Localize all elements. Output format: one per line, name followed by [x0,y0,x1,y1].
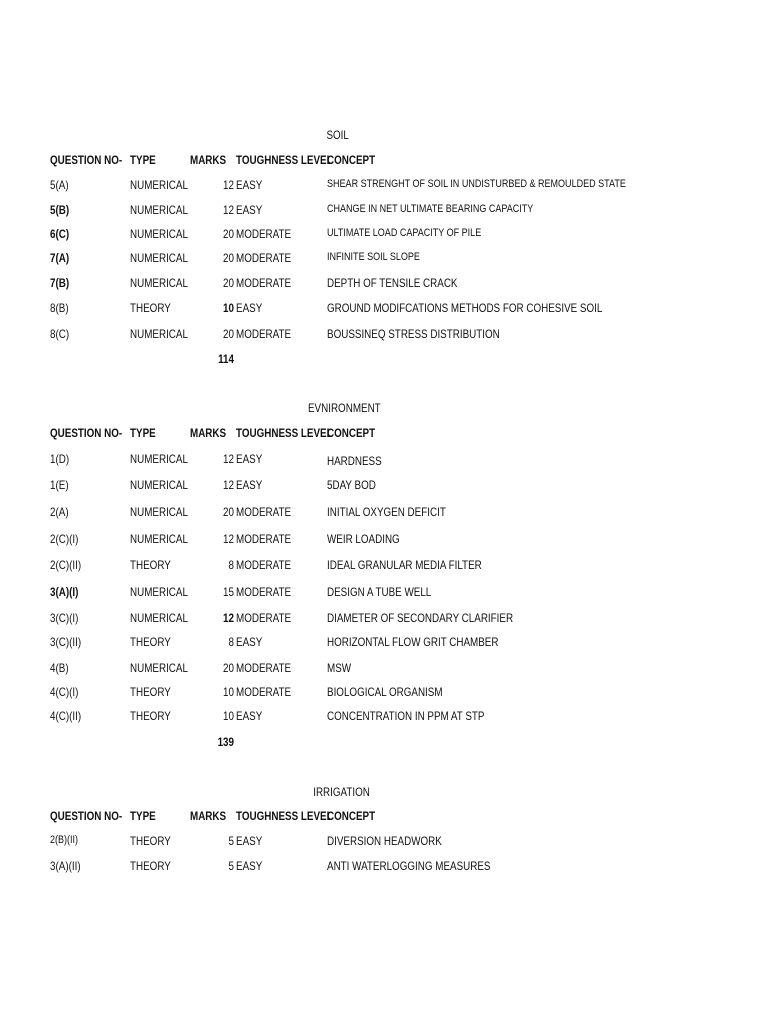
question-type: THEORY [130,859,171,873]
header-type: TYPE [130,426,156,440]
toughness-level: MODERATE [236,505,292,519]
table-header [0,809,768,827]
question-no: 7(A) [50,251,70,265]
section-total: 139 [217,735,234,749]
header-marks: MARKS [190,153,227,167]
table-row [0,859,768,877]
toughness-level: MODERATE [236,532,292,546]
question-no: 2(C)(I) [50,532,79,546]
marks: 20 [223,276,234,290]
concept: 5DAY BOD [327,478,376,492]
toughness-level: EASY [236,452,263,466]
marks: 15 [223,585,234,599]
question-no: 3(C)(I) [50,611,79,625]
toughness-level: EASY [236,834,263,848]
toughness-level: EASY [236,635,263,649]
toughness-level: EASY [236,301,263,315]
table-row [0,709,768,727]
concept: SHEAR STRENGHT OF SOIL IN UNDISTURBED & REMOULDED STATE [327,178,626,190]
concept: DIVERSION HEADWORK [327,834,442,848]
table-row [0,685,768,703]
question-type: NUMERICAL [130,505,188,519]
table-row [0,178,768,196]
marks: 20 [223,505,234,519]
question-no: 3(A)(II) [50,859,81,873]
question-type: NUMERICAL [130,276,188,290]
marks: 20 [223,661,234,675]
table-row [0,505,768,523]
toughness-level: MODERATE [236,661,292,675]
marks: 8 [228,635,234,649]
header-concept: CONCEPT [327,426,376,440]
toughness-level: MODERATE [236,251,292,265]
table-header [0,153,768,171]
header-question: QUESTION NO- [50,809,123,823]
marks: 12 [223,532,234,546]
toughness-level: MODERATE [236,685,292,699]
question-no: 1(E) [50,478,69,492]
question-no: 3(A)(I) [50,585,79,599]
section-title: IRRIGATION [313,785,370,799]
concept: HORIZONTAL FLOW GRIT CHAMBER [327,635,499,649]
concept: INITIAL OXYGEN DEFICIT [327,505,446,519]
toughness-level: MODERATE [236,276,292,290]
concept: CONCENTRATION IN PPM AT STP [327,709,485,723]
header-concept: CONCEPT [327,809,376,823]
question-type: THEORY [130,301,171,315]
question-type: NUMERICAL [130,611,188,625]
concept: DEPTH OF TENSILE CRACK [327,276,458,290]
table-row [0,635,768,653]
concept: GROUND MODIFCATIONS METHODS FOR COHESIVE SOIL [327,301,603,315]
table-row [0,585,768,603]
header-type: TYPE [130,153,156,167]
concept: CHANGE IN NET ULTIMATE BEARING CAPACITY [327,203,534,215]
concept: BOUSSINEQ STRESS DISTRIBUTION [327,327,500,341]
table-row [0,327,768,345]
header-level: TOUGHNESS LEVEL [236,809,333,823]
question-type: NUMERICAL [130,327,188,341]
toughness-level: MODERATE [236,585,292,599]
question-no: 4(C)(II) [50,709,82,723]
question-no: 4(C)(I) [50,685,79,699]
concept: WEIR LOADING [327,532,400,546]
question-no: 4(B) [50,661,69,675]
question-type: NUMERICAL [130,178,188,192]
question-type: NUMERICAL [130,452,188,466]
marks: 12 [223,611,234,625]
marks: 10 [223,685,234,699]
section-title: EVNIRONMENT [307,401,381,415]
concept: DESIGN A TUBE WELL [327,585,432,599]
marks: 12 [223,178,234,192]
table-row [0,611,768,629]
toughness-level: EASY [236,203,263,217]
toughness-level: MODERATE [236,611,292,625]
question-type: THEORY [130,558,171,572]
question-no: 2(A) [50,505,69,519]
marks: 8 [228,558,234,572]
question-type: NUMERICAL [130,227,188,241]
table-row [0,452,768,470]
question-type: NUMERICAL [130,478,188,492]
concept: INFINITE SOIL SLOPE [327,251,420,263]
marks: 10 [223,301,234,315]
marks: 5 [228,859,234,873]
marks: 20 [223,227,234,241]
question-no: 6(C) [50,227,70,241]
table-row [0,301,768,319]
question-no: 8(C) [50,327,70,341]
question-no: 1(D) [50,452,70,466]
header-level: TOUGHNESS LEVEL [236,426,333,440]
concept: MSW [327,661,352,675]
table-row [0,251,768,269]
question-no: 7(B) [50,276,70,290]
question-type: THEORY [130,709,171,723]
question-type: THEORY [130,834,171,848]
table-header [0,426,768,444]
table-row [0,227,768,245]
marks: 12 [223,203,234,217]
question-no: 3(C)(II) [50,635,82,649]
table-row [0,203,768,221]
marks: 10 [223,709,234,723]
toughness-level: EASY [236,709,263,723]
marks: 5 [228,834,234,848]
section-title: SOIL [326,128,349,142]
toughness-level: EASY [236,178,263,192]
concept: ANTI WATERLOGGING MEASURES [327,859,491,873]
question-no: 8(B) [50,301,69,315]
question-type: NUMERICAL [130,661,188,675]
header-marks: MARKS [190,426,227,440]
header-question: QUESTION NO- [50,153,123,167]
concept: BIOLOGICAL ORGANISM [327,685,443,699]
section-total: 114 [218,352,234,366]
toughness-level: EASY [236,859,263,873]
table-row [0,558,768,576]
question-no: 5(A) [50,178,69,192]
marks: 20 [223,251,234,265]
question-type: NUMERICAL [130,251,188,265]
concept: HARDNESS [327,454,382,468]
question-type: NUMERICAL [130,585,188,599]
question-type: THEORY [130,635,171,649]
toughness-level: MODERATE [236,327,292,341]
question-no: 2(C)(II) [50,558,82,572]
table-row [0,532,768,550]
question-type: NUMERICAL [130,203,188,217]
question-type: THEORY [130,685,171,699]
header-question: QUESTION NO- [50,426,123,440]
table-row [0,276,768,294]
table-row [0,661,768,679]
header-marks: MARKS [190,809,227,823]
question-no: 2(B)(II) [50,834,79,846]
question-no: 5(B) [50,203,70,217]
question-type: NUMERICAL [130,532,188,546]
header-level: TOUGHNESS LEVEL [236,153,333,167]
header-concept: CONCEPT [327,153,376,167]
toughness-level: MODERATE [236,558,292,572]
marks: 12 [223,452,234,466]
header-type: TYPE [130,809,156,823]
toughness-level: EASY [236,478,263,492]
table-row [0,478,768,496]
concept: ULTIMATE LOAD CAPACITY OF PILE [327,227,482,239]
concept: IDEAL GRANULAR MEDIA FILTER [327,558,482,572]
marks: 20 [223,327,234,341]
toughness-level: MODERATE [236,227,292,241]
marks: 12 [223,478,234,492]
table-row [0,834,768,852]
concept: DIAMETER OF SECONDARY CLARIFIER [327,611,514,625]
